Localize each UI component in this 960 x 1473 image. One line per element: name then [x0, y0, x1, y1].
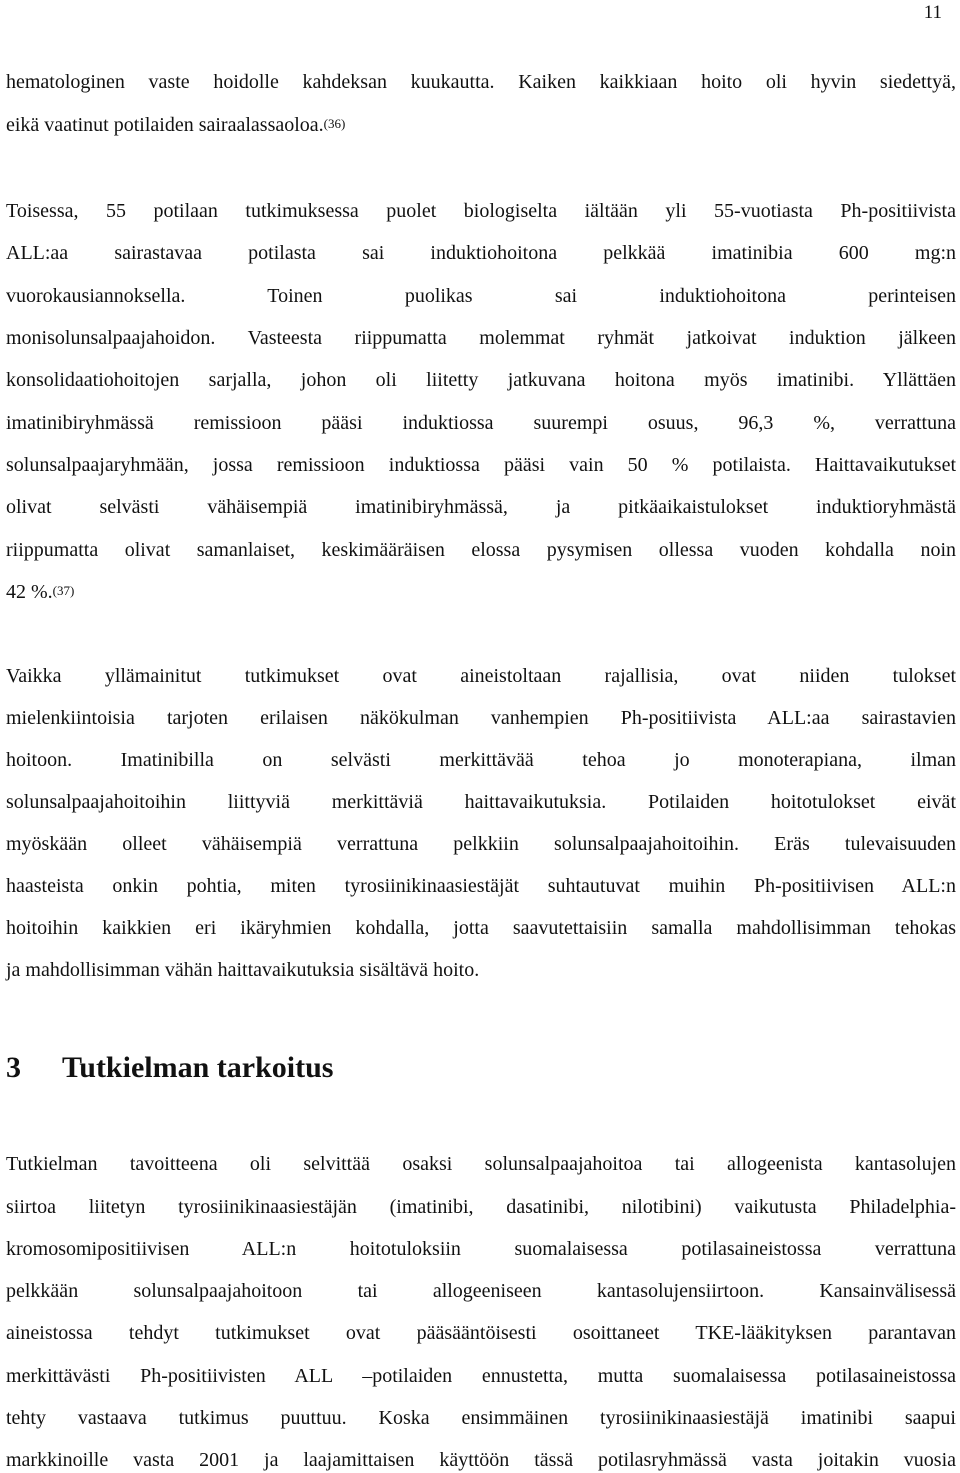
paragraph-3-line: haasteista onkin pohtia, miten tyrosiinikinaasiestäjät suhtautuvat muihin Ph-positiivisen ALL:n	[6, 875, 956, 897]
paragraph-3-line: hoitoihin kaikkien eri ikäryhmien kohdalla, jotta saavutettaisiin samalla mahdollisimman tehokas	[6, 917, 956, 939]
section-number: 3	[6, 1051, 21, 1084]
paragraph-3-line: mielenkiintoisia tarjoten erilaisen näkökulman vanhempien Ph-positiivista ALL:aa sairastavien	[6, 707, 956, 729]
paragraph-2-text: 42 %.	[6, 581, 53, 603]
section-heading	[6, 1051, 333, 1085]
paragraph-4-line: markkinoille vasta 2001 ja laajamittaisen käyttöön tässä potilasryhmässä vasta joitakin vuosia	[6, 1449, 956, 1471]
paragraph-1-line: hematologinen vaste hoidolle kahdeksan kuukautta. Kaiken kaikkiaan hoito oli hyvin siedettyä,	[6, 71, 956, 93]
paragraph-2-line: Toisessa, 55 potilaan tutkimuksessa puolet biologiselta iältään yli 55-vuotiasta Ph-positiivista	[6, 200, 956, 222]
citation-reference: (36)	[323, 116, 346, 131]
paragraph-2-line: riippumatta olivat samanlaiset, keskimääräisen elossa pysymisen ollessa vuoden kohdalla noin	[6, 539, 956, 561]
paragraph-3-line: ja mahdollisimman vähän haittavaikutuksia sisältävä hoito.	[6, 959, 480, 981]
paragraph-1-line	[6, 113, 956, 139]
paragraph-4-line: siirtoa liitetyn tyrosiinikinaasiestäjän (imatinibi, dasatinibi, nilotibini) vaikutusta Philadelphia-	[6, 1196, 956, 1218]
section-title: Tutkielman tarkoitus	[62, 1051, 334, 1084]
paragraph-2-line	[6, 580, 956, 606]
paragraph-4-line: tehty vastaava tutkimus puuttuu. Koska ensimmäinen tyrosiinikinaasiestäjä imatinibi saapui	[6, 1407, 956, 1429]
paragraph-4-line: merkittävästi Ph-positiivisten ALL –potilaiden ennustetta, mutta suomalaisessa potilasaineistossa	[6, 1365, 956, 1387]
paragraph-4-line: pelkkään solunsalpaajahoitoon tai allogeeniseen kantasolujensiirtoon. Kansainvälisessä	[6, 1280, 956, 1302]
paragraph-4-line: Tutkielman tavoitteena oli selvittää osaksi solunsalpaajahoitoa tai allogeenista kantasolujen	[6, 1153, 956, 1175]
page-number: 11	[923, 2, 942, 23]
paragraph-3-line: hoitoon. Imatinibilla on selvästi merkittävää tehoa jo monoterapiana, ilman	[6, 749, 956, 771]
paragraph-2-line: solunsalpaajaryhmään, jossa remissioon induktiossa pääsi vain 50 % potilaista. Haittavaikutukset	[6, 454, 956, 476]
paragraph-3-line: Vaikka yllämainitut tutkimukset ovat aineistoltaan rajallisia, ovat niiden tulokset	[6, 665, 956, 687]
paragraph-2-line: vuorokausiannoksella. Toinen puolikas sai induktiohoitona perinteisen	[6, 285, 956, 307]
paragraph-2-line: konsolidaatiohoitojen sarjalla, johon oli liitetty jatkuvana hoitona myös imatinibi. Yllättäen	[6, 369, 956, 391]
citation-reference: (37)	[52, 583, 75, 598]
paragraph-2-line: monisolunsalpaajahoidon. Vasteesta riippumatta molemmat ryhmät jatkoivat induktion jälkeen	[6, 327, 956, 349]
paragraph-3-line: solunsalpaajahoitoihin liittyviä merkittäviä haittavaikutuksia. Potilaiden hoitotulokset eivät	[6, 791, 956, 813]
paragraph-2-line: imatinibiryhmässä remissioon pääsi induktiossa suurempi osuus, 96,3 %, verrattuna	[6, 412, 956, 434]
paragraph-3-line: myöskään olleet vähäisempiä verrattuna pelkkiin solunsalpaajahoitoihin. Eräs tulevaisuuden	[6, 833, 956, 855]
paragraph-2-line: olivat selvästi vähäisempiä imatinibiryhmässä, ja pitkäaikaistulokset induktioryhmästä	[6, 496, 956, 518]
paragraph-4-line: kromosomipositiivisen ALL:n hoitotuloksiin suomalaisessa potilasaineistossa verrattuna	[6, 1238, 956, 1260]
paragraph-4-line: aineistossa tehdyt tutkimukset ovat pääsääntöisesti osoittaneet TKE-lääkityksen parantavan	[6, 1322, 956, 1344]
paragraph-2-line: ALL:aa sairastavaa potilasta sai induktiohoitona pelkkää imatinibia 600 mg:n	[6, 242, 956, 264]
paragraph-1-text: eikä vaatinut potilaiden sairaalassaoloa.	[6, 114, 324, 136]
